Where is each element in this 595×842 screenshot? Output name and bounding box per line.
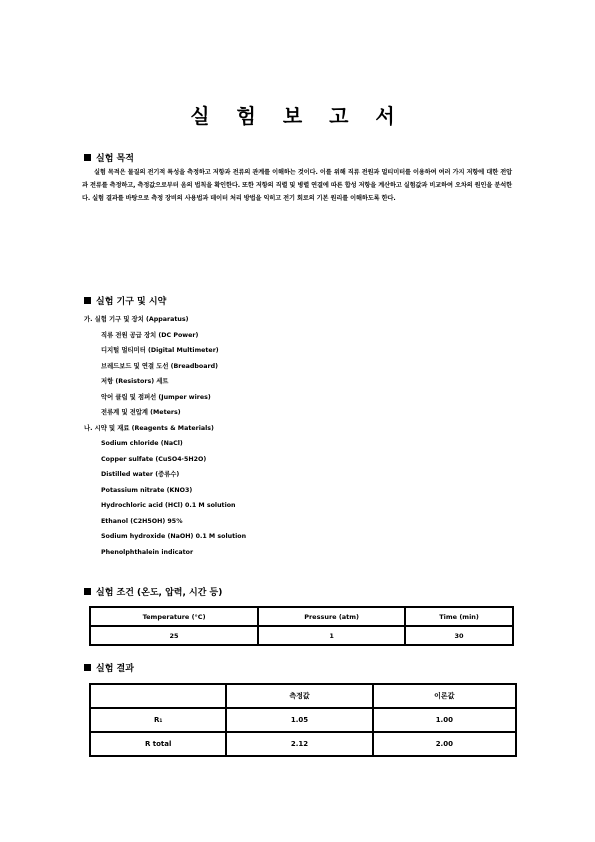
list-item: Potassium nitrate (KNO3): [101, 486, 193, 494]
table-header-cell: 측정값: [226, 684, 372, 708]
list-item: 전류계 및 전압계 (Meters): [101, 409, 181, 416]
list-item: Hydrochloric acid (HCl) 0.1 M solution: [101, 502, 236, 509]
table-cell: 2.00: [373, 732, 516, 756]
equipment-group-apparatus: [84, 312, 246, 421]
table-header-cell: 이론값: [373, 684, 516, 708]
table-header-cell: Pressure (atm): [258, 607, 405, 626]
results-heading-text: 실험 결과: [96, 664, 134, 674]
table-row: [90, 626, 513, 645]
table-row-label: R total: [90, 732, 226, 756]
conditions-heading-text: 실험 조건 (온도, 압력, 시간 등): [96, 588, 223, 598]
document-title: 실 험 보 고 서: [190, 104, 405, 128]
square-bullet-icon: [84, 664, 91, 671]
purpose-heading: [84, 151, 134, 164]
group-title: 나. 시약 및 재료 (Reagents & Materials): [84, 424, 214, 432]
list-item: Distilled water (증류수): [101, 471, 180, 478]
table-cell: 2.12: [226, 732, 372, 756]
results-table: [89, 683, 517, 757]
purpose-paragraph: 실험 목적은 물질의 전기적 특성을 측정하고 저항과 전류의 관계를 이해하는 것이다. 이를 위해 직류 전원과 멀티미터를 이용하여 여러 가지 저항에 대한 전압과 전류를 측정하고, 측정값으로부터 옴의 법칙을 확인한다. 또한 저항의 직렬 및 병렬 연결에 따른 합성 저항을 계산하고 실험값과 비교하여 오차의 원인을 분석한다. 실험 결과를 바탕으로 측정 장비의 사용법과 데이터 처리 방법을 익히고 전기 회로의 기본 원리를 이해하도록 한다.: [82, 169, 512, 202]
group-title: 가. 실험 기구 및 장치 (Apparatus): [84, 316, 189, 323]
list-item: Copper sulfate (CuSO4·5H2O): [101, 455, 207, 463]
square-bullet-icon: [84, 588, 91, 595]
table-row: [90, 607, 513, 626]
conditions-heading: [84, 585, 222, 598]
table-cell: 30: [405, 626, 513, 645]
list-item: Phenolphthalein indicator: [101, 548, 194, 556]
list-item: Sodium hydroxide (NaOH) 0.1 M solution: [101, 533, 247, 540]
table-cell: 1.05: [226, 708, 372, 732]
table-row: [90, 708, 516, 732]
table-header-cell: Time (min): [405, 607, 513, 626]
list-item: Sodium chloride (NaCl): [101, 440, 183, 447]
purpose-heading-text: 실험 목적: [96, 154, 134, 164]
list-item: 디지털 멀티미터 (Digital Multimeter): [101, 347, 219, 354]
table-row: [90, 732, 516, 756]
table-row-label: R₁: [90, 708, 226, 732]
list-item: 직류 전원 공급 장치 (DC Power): [101, 331, 199, 339]
list-item: 저항 (Resistors) 세트: [101, 378, 169, 385]
table-row: [90, 684, 516, 708]
table-cell: 25: [90, 626, 258, 645]
results-heading: [84, 661, 134, 674]
conditions-table: [89, 606, 514, 646]
list-item: 악어 클립 및 점퍼선 (Jumper wires): [101, 393, 211, 401]
list-item: 브레드보드 및 연결 도선 (Breadboard): [101, 362, 218, 370]
equipment-heading-text: 실험 기구 및 시약: [96, 297, 167, 307]
table-cell: 1.00: [373, 708, 516, 732]
square-bullet-icon: [84, 297, 91, 304]
equipment-group-reagents: [84, 421, 246, 561]
equipment-list: [84, 312, 246, 560]
list-item: Ethanol (C2H5OH) 95%: [101, 517, 183, 525]
square-bullet-icon: [84, 154, 91, 161]
table-cell: 1: [258, 626, 405, 645]
table-header-cell: [90, 684, 226, 708]
equipment-heading: [84, 294, 166, 307]
table-header-cell: Temperature (°C): [90, 607, 258, 626]
